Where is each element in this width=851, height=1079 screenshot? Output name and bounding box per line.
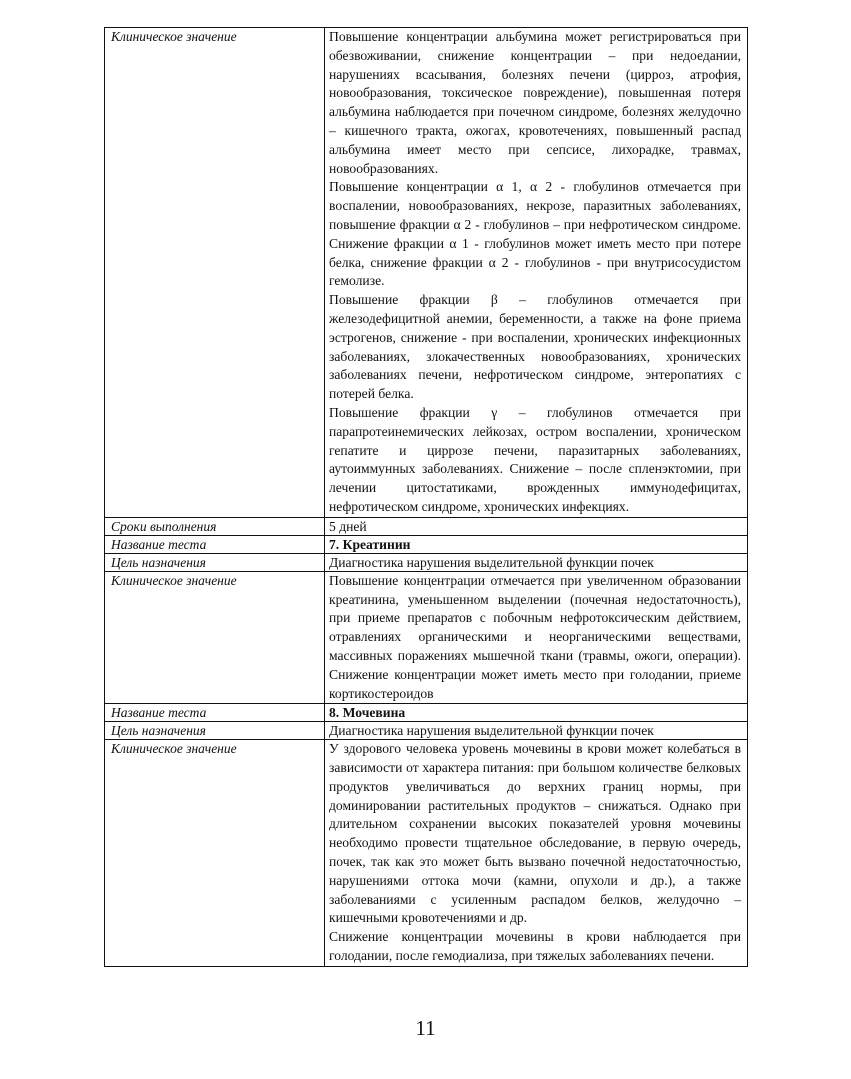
clinical-significance-cell: [325, 28, 748, 518]
table-row: [105, 740, 748, 967]
test-name: 8. Мочевина: [325, 704, 748, 722]
duration-value: 5 дней: [325, 517, 748, 535]
test-name: 7. Креатинин: [325, 535, 748, 553]
row-label: Клиническое значение: [105, 571, 325, 704]
clinical-significance-cell: [325, 740, 748, 967]
paragraph: Повышение фракции β – глобулинов отмечается при железодефицитной анемии, беременности, а также на фоне приема эстрогенов, снижение - при воспалении, хронических инфекционных заболеваниях, злокачественных новообразованиях, хронических заболеваниях печени, нефротическом синдроме, энтеропатиях с потерей белка.: [329, 292, 741, 402]
table-row: [105, 553, 748, 571]
row-label: Цель назначения: [105, 722, 325, 740]
paragraph: Повышение концентрации α 1, α 2 - глобулинов отмечается при воспалении, новообразованиях, некрозе, паразитных заболеваниях, повышение фракции α 2 - глобулинов – при нефротическом синдроме. Снижение фракции α 1 - глобулинов может иметь место при потере белка, снижение фракции α 2 - глобулинов - при внутрисосудистом гемолизе.: [329, 179, 741, 289]
table-row: [105, 535, 748, 553]
purpose-value: Диагностика нарушения выделительной функции почек: [325, 722, 748, 740]
table-row: [105, 704, 748, 722]
info-table: [104, 27, 748, 967]
row-label: Клиническое значение: [105, 740, 325, 967]
row-label: Название теста: [105, 704, 325, 722]
paragraph: Повышение фракции γ – глобулинов отмечается при парапротеинемических лейкозах, остром воспалении, хроническом гепатите и циррозе печени, паразитарных заболеваниях, аутоиммунных заболеваниях. Снижение – после спленэктомии, при лечении цитостатиками, врожденных иммунодефицитах, нефротическом синдроме, хронических инфекциях.: [329, 404, 741, 514]
paragraph: У здорового человека уровень мочевины в крови может колебаться в зависимости от характера питания: при большом количестве белковых продуктов увеличиваться до верхних границ нормы, при доминировании растительных продуктов – снижаться. Однако при длительном сохранении высоких показателей уровня мочевины необходимо провести тщательное обследование, в первую очередь, почек, так как это может быть вызвано почечной недостаточностью, нарушениями оттока мочи (камни, опухоли и др.), а также заболеваниями с усиленным распадом белков, желудочно – кишечными кровотечениями и др.: [329, 741, 741, 926]
table-row: [105, 571, 748, 704]
row-label: Сроки выполнения: [105, 517, 325, 535]
row-label: Цель назначения: [105, 553, 325, 571]
paragraph: Повышение концентрации альбумина может регистрироваться при обезвоживании, снижение концентрации – при недоедании, нарушениях всасывания, болезнях печени (цирроз, атрофия, новообразования, токсическое повреждение), повышенная потеря альбумина наблюдается при почечном синдроме, болезнях желудочно – кишечного тракта, ожогах, кровотечениях, повышенный распад альбумина имеет место при сепсисе, лихорадке, травмах, новообразованиях.: [329, 29, 741, 176]
row-label: Название теста: [105, 535, 325, 553]
clinical-significance-cell: [325, 571, 748, 704]
purpose-value: Диагностика нарушения выделительной функции почек: [325, 553, 748, 571]
row-label: Клиническое значение: [105, 28, 325, 518]
table-row: [105, 722, 748, 740]
paragraph: Снижение концентрации мочевины в крови наблюдается при голодании, после гемодиализа, при тяжелых заболеваниях печени.: [329, 929, 741, 964]
table-row: [105, 28, 748, 518]
table-row: [105, 517, 748, 535]
page-number: 11: [415, 1016, 436, 1040]
paragraph: Повышение концентрации отмечается при увеличенном образовании креатинина, уменьшенном выделении (почечная недостаточность), при приеме препаратов с побочным нефротоксическим действием, отравлениях органическими и неорганическими веществами, массивных поражениях мышечной ткани (травмы, ожоги, операции). Снижение концентрации может иметь место при голодании, приеме кортикостероидов: [329, 572, 741, 701]
